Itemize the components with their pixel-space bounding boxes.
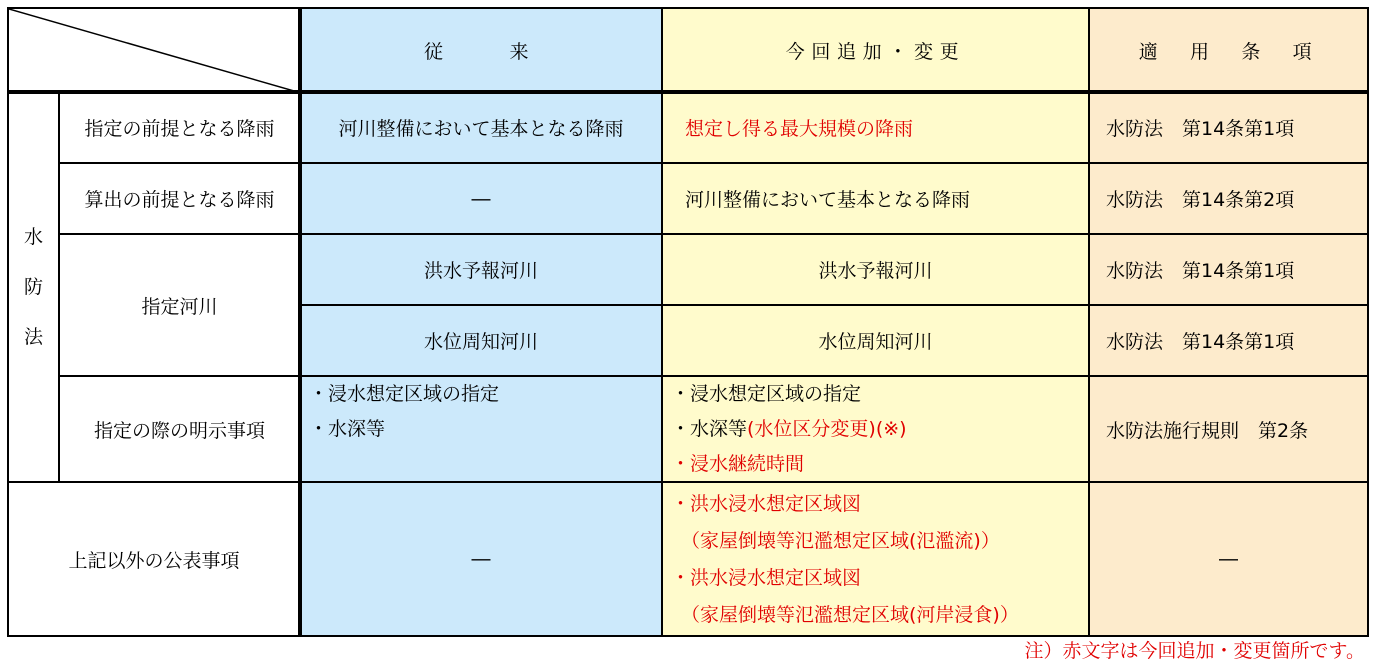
cell-conventional-premise <box>300 92 662 163</box>
cell-text: 水防法 第14条第1項 <box>1106 260 1295 282</box>
cell-applicable-other-public <box>1089 482 1368 636</box>
group-label-char: 法 <box>23 326 43 348</box>
cell-text: ― <box>471 548 491 570</box>
cell-list-item <box>671 412 907 447</box>
cell-text: 水位周知河川 <box>818 331 933 353</box>
row-label-text: 算出の前提となる降雨 <box>84 189 275 211</box>
row-label-text: 指定の際の明示事項 <box>93 419 265 442</box>
header-conventional <box>300 8 662 92</box>
row-label-calc <box>59 163 300 234</box>
cell-text-highlight: 想定し得る最大規模の降雨 <box>685 118 914 140</box>
cell-added-calc <box>662 163 1089 234</box>
cell-text: 水防法 第14条第2項 <box>1106 189 1295 211</box>
cell-text: 洪水予報河川 <box>423 260 538 282</box>
cell-conventional-water-level <box>300 305 662 376</box>
cell-list-item: ・浸水想定区域の指定 <box>309 383 500 405</box>
outer-border-top <box>8 7 1369 9</box>
header-corner-cell <box>8 8 300 92</box>
cell-added-specification <box>662 376 1089 482</box>
cell-list-item: ・水深等 <box>309 418 386 440</box>
cell-list-item-highlight: (水位区分変更)(※) <box>747 417 907 440</box>
cell-list-item-highlight: （家屋倒壊等氾濫想定区域(河岸浸食)） <box>681 603 1019 626</box>
cell-applicable-water-level <box>1089 305 1368 376</box>
group-label-char: 防 <box>23 276 43 298</box>
row-label-other-public <box>8 482 300 636</box>
cell-list-item-highlight: ・洪水浸水想定区域図 <box>671 492 862 515</box>
cell-applicable-specification <box>1089 376 1368 482</box>
cell-text: 水位周知河川 <box>423 331 538 353</box>
cell-text: 水防法 第14条第1項 <box>1106 331 1295 353</box>
cell-added-other-public <box>662 482 1089 636</box>
header-applicable <box>1089 8 1368 92</box>
cell-text: 水防法 第14条第1項 <box>1106 118 1295 140</box>
row-label-text: 指定の前提となる降雨 <box>84 118 275 140</box>
row-label-designated-river <box>59 234 300 376</box>
cell-applicable-flood-forecast <box>1089 234 1368 305</box>
cell-list-item-highlight: ・洪水浸水想定区域図 <box>671 566 862 589</box>
cell-text: 水防法施行規則 第2条 <box>1106 419 1309 442</box>
cell-text: ― <box>471 187 491 210</box>
header-added-text: 今回追加・変更 <box>785 40 966 63</box>
cell-text: 洪水予報河川 <box>818 260 933 282</box>
row-label-text: 上記以外の公表事項 <box>68 549 240 572</box>
cell-text: 河川整備において基本となる降雨 <box>338 118 624 140</box>
cell-list-item-highlight: （家屋倒壊等氾濫想定区域(氾濫流)） <box>681 529 1000 552</box>
row-label-text: 指定河川 <box>141 295 218 318</box>
cell-applicable-calc <box>1089 163 1368 234</box>
row-label-premise <box>59 92 300 163</box>
row-label-specification <box>59 376 300 482</box>
cell-applicable-premise <box>1089 92 1368 163</box>
cell-list-item: ・浸水想定区域の指定 <box>671 382 862 405</box>
diagonal-line <box>9 9 300 92</box>
cell-conventional-flood-forecast <box>300 234 662 305</box>
cell-added-premise <box>662 92 1089 163</box>
cell-added-flood-forecast <box>662 234 1089 305</box>
cell-conventional-specification <box>300 376 662 482</box>
header-conventional-text: 従 来 <box>423 40 538 63</box>
footnote: 注）赤文字は今回追加・変更箇所です。 <box>1024 640 1365 662</box>
cell-added-water-level <box>662 305 1089 376</box>
header-applicable-text: 適 用 条 項 <box>1138 40 1319 63</box>
cell-conventional-calc <box>300 163 662 234</box>
group-label-char: 水 <box>23 226 43 248</box>
column-separator <box>298 8 302 636</box>
group-label-cell <box>8 92 59 482</box>
cell-text: 河川整備において基本となる降雨 <box>685 189 971 211</box>
cell-text: ― <box>1219 548 1238 570</box>
outer-border-left <box>7 7 9 637</box>
outer-border-right <box>1367 7 1369 637</box>
cell-conventional-other-public <box>300 482 662 636</box>
cell-list-item-text: ・水深等 <box>671 417 748 440</box>
header-separator <box>8 90 1368 94</box>
cell-list-item-highlight: ・浸水継続時間 <box>671 452 805 475</box>
header-added-changed <box>662 8 1089 92</box>
